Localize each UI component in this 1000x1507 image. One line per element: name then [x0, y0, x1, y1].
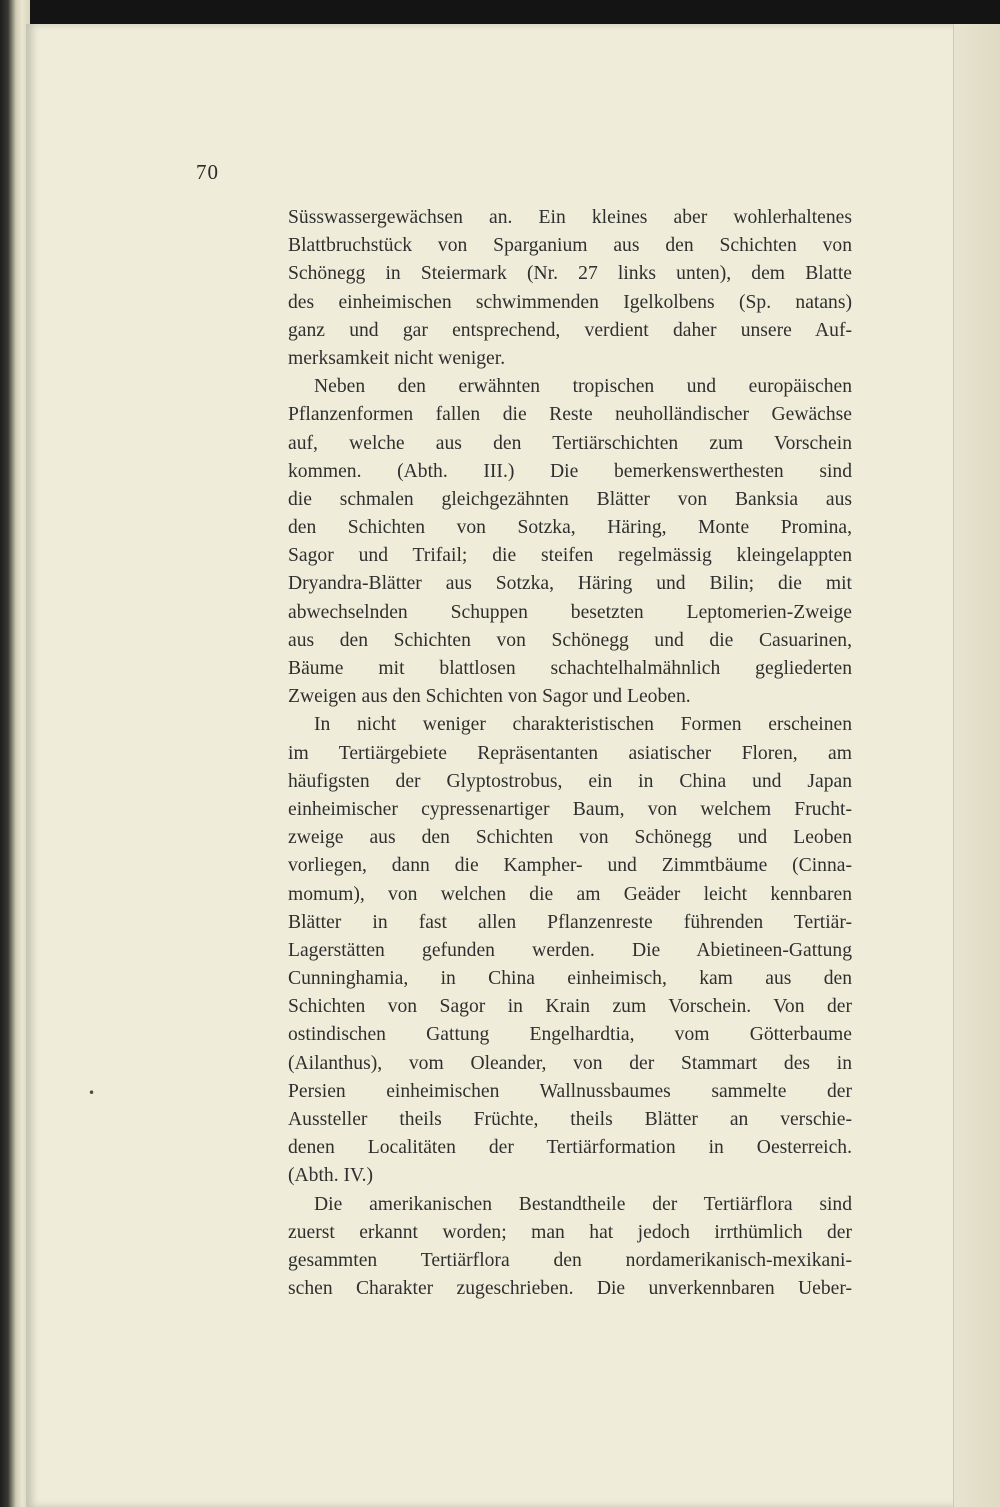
text-line: aus den Schichten von Schönegg und die Casuarinen, [288, 629, 852, 651]
text-line: einheimischer cypressenartiger Baum, von welchem Frucht- [288, 798, 852, 820]
text-line: auf, welche aus den Tertiärschichten zum Vorschein [288, 432, 852, 454]
text-line: Cunninghamia, in China einheimisch, kam aus den [288, 968, 852, 990]
text-line: Blattbruchstück von Sparganium aus den Schichten von [288, 235, 852, 257]
text-line: des einheimischen schwimmenden Igelkolbens (Sp. natans) [288, 291, 852, 313]
text-line: merksamkeit nicht weniger. [288, 347, 506, 369]
text-line: In nicht weniger charakteristischen Formen erscheinen [314, 714, 852, 736]
text-line: denen Localitäten der Tertiärformation in Oesterreich. [288, 1137, 852, 1159]
text-line: die schmalen gleichgezähnten Blätter von Banksia aus [288, 488, 852, 510]
page-number: 70 [196, 160, 219, 184]
text-line: zweige aus den Schichten von Schönegg und Leoben [288, 827, 852, 849]
text-line: abwechselnden Schuppen besetzten Leptomerien-Zweige [288, 601, 852, 623]
text-line: momum), von welchen die am Geäder leicht kennbaren [288, 883, 852, 905]
stray-mark: • [88, 1086, 96, 1100]
text-line: Bäume mit blattlosen schachtelhalmähnlich gegliederten [288, 658, 852, 679]
text-line: (Abth. IV.) [288, 1165, 374, 1187]
text-line: Sagor und Trifail; die steifen regelmässig kleingelappten [288, 545, 852, 567]
text-line: Schönegg in Steiermark (Nr. 27 links unten), dem Blatte [288, 263, 852, 285]
text-line: ostindischen Gattung Engelhardtia, vom Götterbaume [288, 1024, 852, 1046]
text-line: vorliegen, dann die Kampher- und Zimmtbäume (Cinna- [288, 855, 852, 877]
text-line: Dryandra-Blätter aus Sotzka, Häring und Bilin; die mit [288, 573, 852, 595]
text-line: Aussteller theils Früchte, theils Blätter an verschie- [288, 1109, 852, 1130]
text-line: zuerst erkannt worden; man hat jedoch irrthümlich der [288, 1221, 852, 1243]
text-line: (Ailanthus), vom Oleander, von der Stammart des in [288, 1052, 852, 1074]
text-line: Persien einheimischen Wallnussbaumes sammelte der [288, 1080, 852, 1102]
text-line: ganz und gar entsprechend, verdient daher unsere Auf- [288, 319, 852, 341]
text-line: Pflanzenformen fallen die Reste neuholländischer Gewächse [288, 404, 852, 426]
text-line: häufigsten der Glyptostrobus, ein in China und Japan [288, 770, 852, 792]
text-line: gesammten Tertiärflora den nordamerikanisch-mexikani- [288, 1249, 852, 1271]
text-line: kommen. (Abth. III.) Die bemerkenswerthesten sind [288, 460, 852, 482]
text-line: Neben den erwähnten tropischen und europäischen [314, 376, 852, 398]
text-line: den Schichten von Sotzka, Häring, Monte Promina, [288, 517, 852, 539]
text-line: Blätter in fast allen Pflanzenreste führenden Tertiär- [288, 911, 852, 933]
body-text [288, 204, 852, 1303]
text-line: im Tertiärgebiete Repräsentanten asiatischer Floren, am [288, 742, 852, 764]
text-line: Lagerstätten gefunden werden. Die Abietineen-Gattung [288, 939, 852, 961]
text-line: Zweigen aus den Schichten von Sagor und Leoben. [288, 686, 691, 708]
text-line: Schichten von Sagor in Krain zum Vorschein. Von der [288, 996, 852, 1018]
text-line: schen Charakter zugeschrieben. Die unverkennbaren Ueber- [288, 1278, 852, 1300]
text-line: Die amerikanischen Bestandtheile der Tertiärflora sind [314, 1193, 852, 1215]
text-line: Süsswassergewächsen an. Ein kleines aber wohlerhaltenes [288, 207, 852, 228]
next-leaf-edge [953, 24, 1000, 1507]
